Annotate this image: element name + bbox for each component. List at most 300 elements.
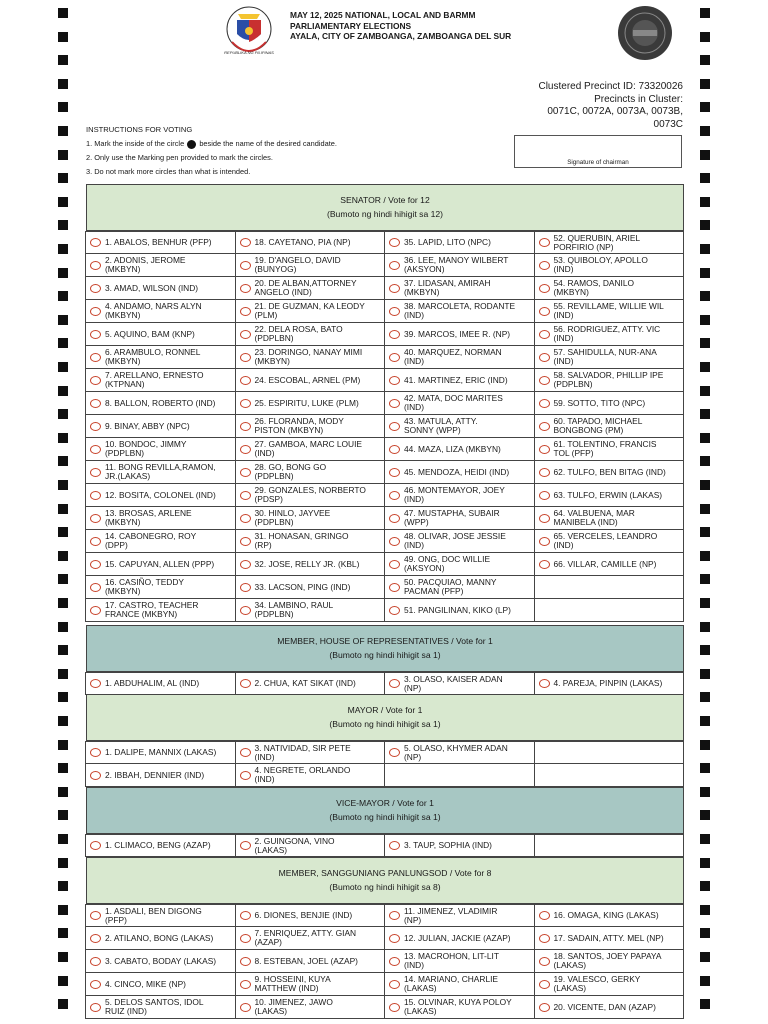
- timing-mark-right: [700, 692, 710, 702]
- timing-mark-right: [700, 669, 710, 679]
- candidate-option[interactable]: [384, 672, 535, 695]
- candidate-option[interactable]: [384, 483, 535, 507]
- comelec-seal-icon: [614, 4, 676, 62]
- candidate-option[interactable]: [384, 437, 535, 461]
- candidate-option[interactable]: [235, 995, 386, 1019]
- candidate-name: 22. DELA ROSA, BATO (PDPLBN): [254, 324, 343, 343]
- candidate-option[interactable]: [85, 972, 236, 996]
- timing-mark-right: [700, 362, 710, 372]
- candidate-option[interactable]: [235, 763, 386, 787]
- candidate-option[interactable]: [384, 529, 535, 553]
- candidate-option[interactable]: [85, 437, 236, 461]
- candidate-option[interactable]: [384, 276, 535, 300]
- vote-oval-icon[interactable]: [389, 238, 400, 247]
- timing-mark-left: [58, 645, 68, 655]
- candidate-row: [86, 300, 684, 323]
- candidate-option[interactable]: [85, 552, 236, 576]
- vote-oval-icon[interactable]: [389, 606, 400, 615]
- candidate-option[interactable]: [85, 506, 236, 530]
- candidate-option[interactable]: [85, 299, 236, 323]
- timing-mark-right: [700, 244, 710, 254]
- vote-oval-icon[interactable]: [539, 399, 550, 408]
- timing-mark-right: [700, 409, 710, 419]
- candidate-option[interactable]: [235, 834, 386, 857]
- timing-mark-left: [58, 787, 68, 797]
- candidate-option[interactable]: [85, 926, 236, 950]
- candidate-option[interactable]: [85, 741, 236, 764]
- contest-subtitle: (Bumoto ng hindi hihigit sa 12): [326, 209, 444, 219]
- vote-oval-icon[interactable]: [539, 679, 550, 688]
- candidate-name: 5. OLASO, KHYMER ADAN (NP): [404, 742, 508, 762]
- candidate-option[interactable]: [534, 437, 685, 461]
- vote-oval-icon[interactable]: [539, 376, 550, 385]
- vote-oval-icon[interactable]: [90, 537, 101, 546]
- vote-oval-icon[interactable]: [240, 376, 251, 385]
- candidate-option[interactable]: [534, 414, 685, 438]
- candidate-option[interactable]: [384, 231, 535, 254]
- vote-oval-icon[interactable]: [240, 445, 251, 454]
- candidate-option[interactable]: [235, 926, 386, 950]
- candidate-option[interactable]: [235, 506, 386, 530]
- vote-oval-icon[interactable]: [539, 514, 550, 523]
- timing-mark-left: [58, 928, 68, 938]
- contest-council: [86, 857, 684, 1019]
- vote-oval-icon[interactable]: [240, 399, 251, 408]
- candidate-name: 30. HINLO, JAYVEE (PDPLBN): [254, 508, 331, 527]
- candidate-option[interactable]: [534, 926, 685, 950]
- vote-oval-icon[interactable]: [240, 771, 251, 780]
- candidate-option[interactable]: [534, 529, 685, 553]
- candidate-option[interactable]: [534, 483, 685, 507]
- vote-oval-icon[interactable]: [240, 1003, 251, 1012]
- timing-mark-left: [58, 716, 68, 726]
- vote-oval-icon[interactable]: [90, 514, 101, 523]
- vote-oval-icon[interactable]: [539, 957, 550, 966]
- instruction-step-2: 2. Only use the Marking pen provided to mark the circles.: [86, 153, 273, 162]
- candidate-option[interactable]: [85, 949, 236, 973]
- vote-oval-icon[interactable]: [389, 980, 400, 989]
- vote-oval-icon[interactable]: [90, 445, 101, 454]
- vote-oval-icon[interactable]: [240, 560, 251, 569]
- precinct-cluster-label: Precincts in Cluster:: [594, 93, 683, 105]
- candidate-option[interactable]: [235, 529, 386, 553]
- candidate-option[interactable]: [384, 299, 535, 323]
- candidate-option[interactable]: [384, 741, 535, 764]
- vote-oval-icon[interactable]: [539, 911, 550, 920]
- candidate-option[interactable]: [534, 552, 685, 576]
- vote-oval-icon[interactable]: [240, 238, 251, 247]
- vote-oval-icon[interactable]: [90, 353, 101, 362]
- candidate-name: 62. TULFO, BEN BITAG (IND): [553, 466, 666, 477]
- vote-oval-icon[interactable]: [539, 238, 550, 247]
- candidate-option[interactable]: [384, 506, 535, 530]
- vote-oval-icon[interactable]: [90, 468, 101, 477]
- timing-mark-left: [58, 291, 68, 301]
- candidate-option[interactable]: [85, 575, 236, 599]
- timing-mark-left: [58, 386, 68, 396]
- vote-oval-icon[interactable]: [539, 468, 550, 477]
- candidate-name: 3. OLASO, KAISER ADAN (NP): [404, 673, 503, 693]
- candidate-name: 9. BINAY, ABBY (NPC): [105, 420, 190, 431]
- vote-oval-icon[interactable]: [240, 284, 251, 293]
- timing-mark-right: [700, 32, 710, 42]
- timing-mark-left: [58, 881, 68, 891]
- candidate-option[interactable]: [534, 345, 685, 369]
- vote-oval-icon[interactable]: [240, 957, 251, 966]
- vote-oval-icon[interactable]: [90, 307, 101, 316]
- instruction-step-3: 3. Do not mark more circles than what is intended.: [86, 167, 251, 176]
- vote-oval-icon[interactable]: [539, 980, 550, 989]
- vote-oval-icon[interactable]: [389, 491, 400, 500]
- vote-oval-icon[interactable]: [240, 307, 251, 316]
- vote-oval-icon[interactable]: [240, 537, 251, 546]
- vote-oval-icon[interactable]: [90, 330, 101, 339]
- vote-oval-icon[interactable]: [389, 957, 400, 966]
- empty-cell: [534, 763, 685, 787]
- candidate-name: 43. MATULA, ATTY. SONNY (WPP): [404, 416, 478, 435]
- candidate-option[interactable]: [384, 414, 535, 438]
- candidate-option[interactable]: [235, 231, 386, 254]
- candidate-option[interactable]: [534, 299, 685, 323]
- election-header: [290, 10, 511, 42]
- philippine-seal-icon: [224, 4, 274, 58]
- vote-oval-icon[interactable]: [389, 422, 400, 431]
- candidate-option[interactable]: [235, 391, 386, 415]
- timing-mark-right: [700, 905, 710, 915]
- vote-oval-icon[interactable]: [240, 679, 251, 688]
- timing-mark-left: [58, 692, 68, 702]
- candidate-option[interactable]: [85, 460, 236, 484]
- candidate-option[interactable]: [384, 904, 535, 927]
- timing-mark-right: [700, 551, 710, 561]
- timing-mark-left: [58, 905, 68, 915]
- vote-oval-icon[interactable]: [240, 330, 251, 339]
- candidate-option[interactable]: [235, 575, 386, 599]
- vote-oval-icon[interactable]: [90, 1003, 101, 1012]
- candidate-option[interactable]: [235, 972, 386, 996]
- vote-oval-icon[interactable]: [90, 422, 101, 431]
- vote-oval-icon[interactable]: [90, 771, 101, 780]
- candidate-option[interactable]: [85, 345, 236, 369]
- candidate-option[interactable]: [235, 672, 386, 695]
- candidate-option[interactable]: [384, 834, 535, 857]
- candidate-option[interactable]: [534, 460, 685, 484]
- vote-oval-icon[interactable]: [539, 284, 550, 293]
- candidate-option[interactable]: [384, 926, 535, 950]
- timing-mark-left: [58, 55, 68, 65]
- vote-oval-icon[interactable]: [389, 1003, 400, 1012]
- candidate-option[interactable]: [384, 391, 535, 415]
- candidate-name: 2. GUINGONA, VINO (LAKAS): [254, 835, 335, 855]
- timing-mark-right: [700, 197, 710, 207]
- vote-oval-icon[interactable]: [90, 261, 101, 270]
- candidate-row: [86, 530, 684, 553]
- candidate-name: 36. LEE, MANOY WILBERT (AKSYON): [404, 255, 509, 274]
- candidate-option[interactable]: [534, 904, 685, 927]
- vote-oval-icon[interactable]: [240, 911, 251, 920]
- vote-oval-icon[interactable]: [389, 284, 400, 293]
- vote-oval-icon[interactable]: [389, 468, 400, 477]
- candidate-option[interactable]: [235, 299, 386, 323]
- candidate-name: 6. DIONES, BENJIE (IND): [254, 910, 353, 921]
- candidate-name: 59. SOTTO, TITO (NPC): [553, 397, 646, 408]
- timing-mark-left: [58, 315, 68, 325]
- candidate-name: 45. MENDOZA, HEIDI (IND): [404, 466, 510, 477]
- vote-oval-icon[interactable]: [240, 841, 251, 850]
- candidate-option[interactable]: [534, 506, 685, 530]
- timing-mark-right: [700, 810, 710, 820]
- vote-oval-icon[interactable]: [389, 841, 400, 850]
- timing-mark-left: [58, 810, 68, 820]
- candidate-name: 26. FLORANDA, MODY PISTON (MKBYN): [254, 416, 344, 435]
- candidate-option[interactable]: [534, 995, 685, 1019]
- vote-oval-icon[interactable]: [240, 934, 251, 943]
- candidate-option[interactable]: [85, 995, 236, 1019]
- candidate-name: 1. CLIMACO, BENG (AZAP): [105, 840, 211, 851]
- candidate-name: 40. MARQUEZ, NORMAN (IND): [404, 347, 502, 366]
- candidate-option[interactable]: [85, 763, 236, 787]
- timing-mark-left: [58, 763, 68, 773]
- vote-oval-icon[interactable]: [240, 980, 251, 989]
- timing-mark-left: [58, 976, 68, 986]
- vote-oval-icon[interactable]: [539, 537, 550, 546]
- vote-oval-icon[interactable]: [389, 353, 400, 362]
- candidate-row: [86, 996, 684, 1019]
- candidate-option[interactable]: [85, 904, 236, 927]
- candidate-option[interactable]: [85, 253, 236, 277]
- candidate-option[interactable]: [235, 904, 386, 927]
- candidate-name: 3. CABATO, BODAY (LAKAS): [105, 955, 217, 966]
- timing-mark-right: [700, 386, 710, 396]
- vote-oval-icon[interactable]: [240, 606, 251, 615]
- timing-mark-right: [700, 102, 710, 112]
- timing-mark-left: [58, 456, 68, 466]
- candidate-option[interactable]: [85, 391, 236, 415]
- candidate-option[interactable]: [85, 276, 236, 300]
- timing-mark-right: [700, 645, 710, 655]
- vote-oval-icon[interactable]: [389, 679, 400, 688]
- candidate-row: [86, 834, 684, 857]
- vote-oval-icon[interactable]: [539, 353, 550, 362]
- vote-oval-icon[interactable]: [240, 748, 251, 757]
- timing-mark-right: [700, 598, 710, 608]
- candidate-option[interactable]: [534, 391, 685, 415]
- candidate-option[interactable]: [384, 575, 535, 599]
- timing-mark-left: [58, 834, 68, 844]
- vote-oval-icon[interactable]: [389, 934, 400, 943]
- vote-oval-icon[interactable]: [90, 491, 101, 500]
- candidate-name: 18. CAYETANO, PIA (NP): [254, 237, 351, 248]
- candidate-option[interactable]: [235, 414, 386, 438]
- candidate-row: [86, 254, 684, 277]
- candidate-option[interactable]: [235, 253, 386, 277]
- vote-oval-icon[interactable]: [90, 583, 101, 592]
- timing-mark-left: [58, 102, 68, 112]
- candidate-option[interactable]: [85, 529, 236, 553]
- candidate-name: 14. CABONEGRO, ROY (DPP): [105, 531, 197, 550]
- vote-oval-icon[interactable]: [389, 307, 400, 316]
- vote-oval-icon[interactable]: [90, 399, 101, 408]
- timing-mark-right: [700, 79, 710, 89]
- instruction-step-1: 1. Mark the inside of the circle beside the name of the desired candidate.: [86, 139, 337, 148]
- timing-mark-right: [700, 787, 710, 797]
- candidate-option[interactable]: [534, 672, 685, 695]
- candidate-option[interactable]: [384, 368, 535, 392]
- vote-oval-icon[interactable]: [389, 445, 400, 454]
- vote-oval-icon[interactable]: [90, 957, 101, 966]
- candidate-row: [86, 415, 684, 438]
- candidate-option[interactable]: [85, 672, 236, 695]
- candidate-option[interactable]: [235, 345, 386, 369]
- candidate-option[interactable]: [235, 276, 386, 300]
- candidate-option[interactable]: [534, 972, 685, 996]
- vote-oval-icon[interactable]: [389, 583, 400, 592]
- vote-oval-icon[interactable]: [539, 934, 550, 943]
- candidate-option[interactable]: [384, 949, 535, 973]
- timing-mark-right: [700, 456, 710, 466]
- candidate-option[interactable]: [85, 414, 236, 438]
- candidate-option[interactable]: [534, 276, 685, 300]
- candidate-option[interactable]: [384, 345, 535, 369]
- candidate-option[interactable]: [384, 552, 535, 576]
- vote-oval-icon[interactable]: [389, 399, 400, 408]
- vote-oval-icon[interactable]: [389, 376, 400, 385]
- candidate-row: [86, 507, 684, 530]
- contest-header: [86, 787, 684, 834]
- candidate-option[interactable]: [235, 552, 386, 576]
- vote-oval-icon[interactable]: [240, 422, 251, 431]
- candidate-name: 23. DORINGO, NANAY MIMI (MKBYN): [254, 347, 363, 366]
- vote-oval-icon[interactable]: [389, 261, 400, 270]
- vote-oval-icon[interactable]: [90, 679, 101, 688]
- candidate-option[interactable]: [534, 949, 685, 973]
- candidate-option[interactable]: [235, 741, 386, 764]
- candidate-name: 47. MUSTAPHA, SUBAIR (WPP): [404, 508, 500, 527]
- candidate-row: [86, 369, 684, 392]
- vote-oval-icon[interactable]: [90, 560, 101, 569]
- vote-oval-icon[interactable]: [90, 748, 101, 757]
- vote-oval-icon[interactable]: [90, 376, 101, 385]
- vote-oval-icon[interactable]: [90, 606, 101, 615]
- candidate-option[interactable]: [534, 368, 685, 392]
- candidate-row: [86, 461, 684, 484]
- candidate-name: 19. VALESCO, GERKY (LAKAS): [553, 974, 641, 993]
- timing-mark-right: [700, 338, 710, 348]
- vote-oval-icon[interactable]: [539, 261, 550, 270]
- timing-mark-left: [58, 504, 68, 514]
- vote-oval-icon[interactable]: [90, 284, 101, 293]
- vote-oval-icon[interactable]: [240, 468, 251, 477]
- candidate-option[interactable]: [85, 368, 236, 392]
- candidate-row: [86, 323, 684, 346]
- candidate-option[interactable]: [235, 483, 386, 507]
- timing-mark-right: [700, 858, 710, 868]
- candidate-name: 15. OLVINAR, KUYA POLOY (LAKAS): [404, 997, 512, 1016]
- empty-cell: [534, 598, 685, 622]
- vote-oval-icon[interactable]: [240, 353, 251, 362]
- candidate-option[interactable]: [235, 460, 386, 484]
- timing-mark-left: [58, 527, 68, 537]
- candidate-option[interactable]: [384, 460, 535, 484]
- vote-oval-icon[interactable]: [90, 841, 101, 850]
- vote-oval-icon[interactable]: [389, 537, 400, 546]
- candidate-name: 1. ASDALI, BEN DIGONG (PFP): [105, 905, 202, 925]
- vote-oval-icon[interactable]: [539, 445, 550, 454]
- candidate-option[interactable]: [534, 322, 685, 346]
- candidate-name: 60. TAPADO, MICHAEL BONGBONG (PM): [553, 416, 643, 435]
- candidate-option[interactable]: [235, 949, 386, 973]
- vote-oval-icon[interactable]: [389, 560, 400, 569]
- candidate-option[interactable]: [384, 598, 535, 622]
- candidate-option[interactable]: [235, 322, 386, 346]
- candidate-name: 16. OMAGA, KING (LAKAS): [553, 910, 659, 921]
- timing-mark-right: [700, 763, 710, 773]
- contest-senator: [86, 184, 684, 622]
- candidate-name: 55. REVILLAME, WILLIE WIL (IND): [553, 301, 664, 320]
- vote-oval-icon[interactable]: [240, 583, 251, 592]
- candidate-name: 6. ARAMBULO, RONNEL (MKBYN): [105, 347, 201, 366]
- candidate-name: 4. NEGRETE, ORLANDO (IND): [254, 765, 351, 784]
- vote-oval-icon[interactable]: [389, 330, 400, 339]
- candidate-name: 4. CINCO, MIKE (NP): [105, 978, 186, 989]
- vote-oval-icon[interactable]: [539, 422, 550, 431]
- candidate-option[interactable]: [384, 253, 535, 277]
- signature-box[interactable]: [514, 135, 682, 168]
- candidate-option[interactable]: [235, 437, 386, 461]
- candidate-option[interactable]: [85, 598, 236, 622]
- vote-oval-icon[interactable]: [539, 491, 550, 500]
- vote-oval-icon[interactable]: [240, 491, 251, 500]
- candidate-option[interactable]: [85, 231, 236, 254]
- candidate-option[interactable]: [534, 253, 685, 277]
- vote-oval-icon[interactable]: [389, 748, 400, 757]
- candidate-name: 52. QUERUBIN, ARIEL PORFIRIO (NP): [553, 232, 641, 252]
- vote-oval-icon[interactable]: [539, 560, 550, 569]
- vote-oval-icon[interactable]: [90, 238, 101, 247]
- vote-oval-icon[interactable]: [90, 911, 101, 920]
- candidate-name: 7. ENRIQUEZ, ATTY. GIAN (AZAP): [254, 928, 357, 947]
- candidate-name: 27. GAMBOA, MARC LOUIE (IND): [254, 439, 363, 458]
- candidate-option[interactable]: [384, 322, 535, 346]
- timing-mark-left: [58, 126, 68, 136]
- header-line-3: AYALA, CITY OF ZAMBOANGA, ZAMBOANGA DEL SUR: [290, 31, 512, 42]
- contest-title: VICE-MAYOR / Vote for 1: [336, 798, 434, 808]
- candidate-option[interactable]: [85, 322, 236, 346]
- vote-oval-icon[interactable]: [389, 514, 400, 523]
- vote-oval-icon[interactable]: [240, 261, 251, 270]
- candidate-option[interactable]: [85, 483, 236, 507]
- candidate-option[interactable]: [534, 231, 685, 254]
- instructions-title: INSTRUCTIONS FOR VOTING: [86, 125, 193, 134]
- candidate-option[interactable]: [384, 995, 535, 1019]
- candidate-name: 4. ANDAMO, NARS ALYN (MKBYN): [105, 301, 202, 320]
- vote-oval-icon[interactable]: [539, 307, 550, 316]
- contest-title: SENATOR / Vote for 12: [340, 195, 430, 205]
- candidate-option[interactable]: [235, 368, 386, 392]
- vote-oval-icon[interactable]: [389, 911, 400, 920]
- vote-oval-icon[interactable]: [90, 934, 101, 943]
- vote-oval-icon[interactable]: [240, 514, 251, 523]
- vote-oval-icon[interactable]: [90, 980, 101, 989]
- candidate-row: [86, 904, 684, 927]
- vote-oval-icon[interactable]: [539, 330, 550, 339]
- vote-oval-icon[interactable]: [539, 1003, 550, 1012]
- candidate-option[interactable]: [384, 972, 535, 996]
- candidate-option[interactable]: [85, 834, 236, 857]
- candidate-option[interactable]: [235, 598, 386, 622]
- candidate-name: 13. MACROHON, LIT-LIT (IND): [404, 951, 499, 970]
- candidate-name: 8. ESTEBAN, JOEL (AZAP): [254, 955, 358, 966]
